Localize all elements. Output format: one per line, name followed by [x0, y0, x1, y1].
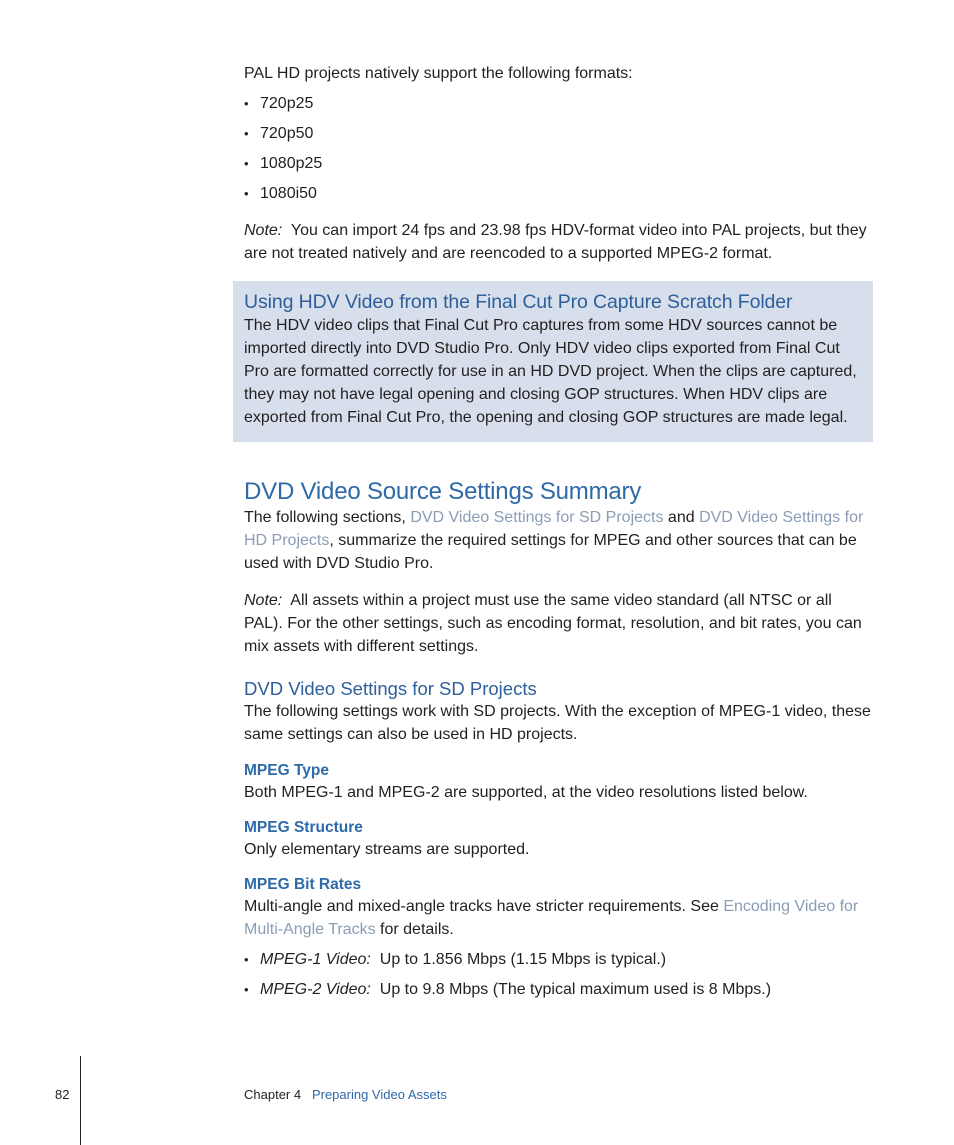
sidebar-body: The HDV video clips that Final Cut Pro captures from some HDV sources cannot be imported directly into DVD Studio Pro. Only HDV video clips exported from Final Cut Pro are formatted correctly for use in an HD DVD project. When the clips are captured, they may not have legal opening and closing GOP structures. When HDV clips are exported from Final Cut Pro, the opening and closing GOP structures are made legal.: [244, 317, 857, 426]
bitrates-heading: MPEG Bit Rates: [244, 876, 362, 893]
chapter-title: Preparing Video Assets: [311, 1087, 447, 1102]
bitrates-text: for details.: [375, 921, 454, 938]
chapter-label: Chapter 4: [244, 1087, 302, 1102]
rate-text: Up to 9.8 Mbps (The typical maximum used is 8 Mbps.): [379, 981, 772, 998]
link-sd-settings[interactable]: DVD Video Settings for SD Projects: [410, 509, 664, 526]
mpeg-structure-body: Only elementary streams are supported.: [244, 841, 530, 858]
intro-section: [244, 62, 874, 212]
sidebar-content: [244, 290, 869, 429]
rate-label: MPEG-1 Video:: [260, 951, 371, 968]
note-label: Note:: [244, 222, 283, 239]
link-multi-angle[interactable]: Encoding Video for Multi-Angle Tracks: [244, 898, 859, 938]
formats-list: [244, 92, 874, 212]
intro-text: PAL HD projects natively support the following formats:: [244, 65, 633, 82]
bitrates-text: Multi-angle and mixed-angle tracks have stricter requirements. See: [244, 898, 724, 915]
summary-text: , summarize the required settings for MPEG and other sources that can be used with DVD Studio Pro.: [244, 532, 857, 572]
link-hd-settings[interactable]: DVD Video Settings for HD Projects: [244, 509, 864, 549]
mpeg-structure-heading: MPEG Structure: [244, 819, 363, 836]
footer-rule: [80, 1056, 81, 1145]
note-label: Note:: [244, 592, 283, 609]
list-item: • 720p50: [244, 122, 874, 152]
summary-section: [244, 478, 874, 658]
list-item: • 1080p25: [244, 152, 874, 182]
rate-label: MPEG-2 Video:: [260, 981, 371, 998]
rates-list: [244, 948, 874, 1008]
mpeg-type-heading: MPEG Type: [244, 762, 329, 779]
rate-text: Up to 1.856 Mbps (1.15 Mbps is typical.): [379, 951, 667, 968]
summary-text: The following sections,: [244, 509, 411, 526]
sidebar-heading: Using HDV Video from the Final Cut Pro Capture Scratch Folder: [244, 291, 793, 313]
page-number: 82: [55, 1087, 70, 1102]
list-item: • 720p25: [244, 92, 874, 122]
list-item: [244, 978, 874, 1008]
section-title: DVD Video Source Settings Summary: [244, 478, 642, 505]
mpeg-type-body: Both MPEG-1 and MPEG-2 are supported, at the video resolutions listed below.: [244, 784, 808, 801]
sd-heading: DVD Video Settings for SD Projects: [244, 678, 537, 699]
note-text: All assets within a project must use the same video standard (all NTSC or all PAL). For the other settings, such as encoding format, resolution, and bit rates, you can mix assets with different settings.: [244, 592, 862, 655]
sd-body: The following settings work with SD projects. With the exception of MPEG-1 video, these same settings can also be used in HD projects.: [244, 703, 871, 743]
list-item: • 1080i50: [244, 182, 874, 212]
sd-section: [244, 678, 874, 1008]
note-text: You can import 24 fps and 23.98 fps HDV-format video into PAL projects, but they are not treated natively and are reencoded to a supported MPEG-2 format.: [244, 222, 867, 262]
note-hdv: [244, 219, 874, 265]
summary-text: and: [663, 509, 700, 526]
footer-chapter: [244, 1086, 447, 1104]
list-item: [244, 948, 874, 978]
